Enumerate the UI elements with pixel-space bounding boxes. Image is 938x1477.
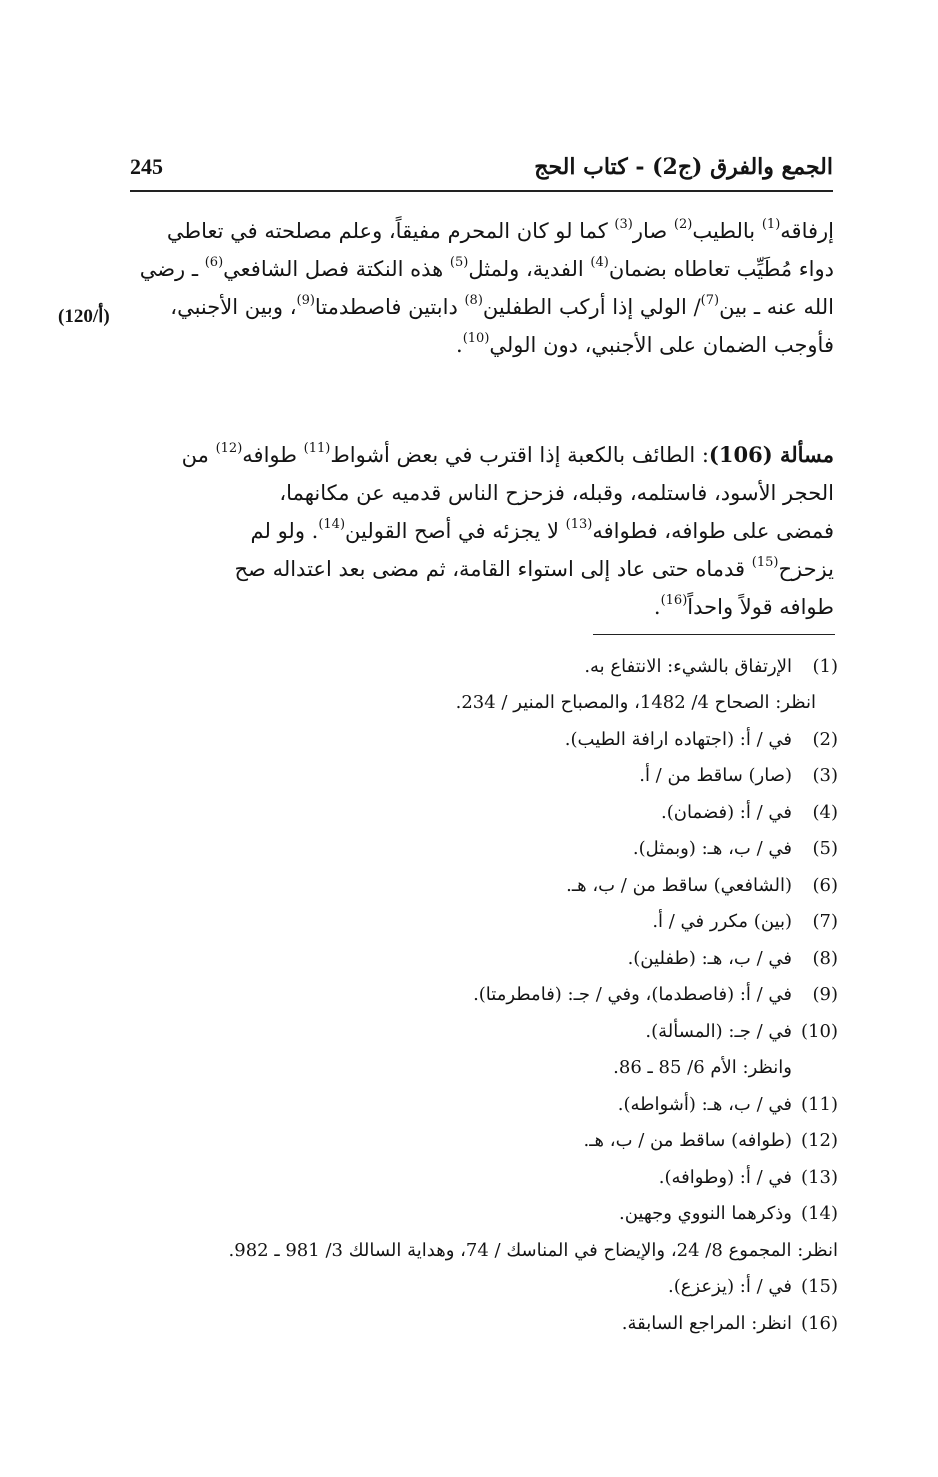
issue-line: فمضى على طوافه، فطوافه$^{(13)}$ لا يجزئه في أصح القولين$^{(14)}$. ولو لم (250, 517, 834, 543)
paragraph-line: فأوجب الضمان على الأجنبي، دون الولي$^{(10)}$. (456, 331, 834, 357)
footnote-marker: (10) (462, 331, 490, 346)
issue-line: يزحزح$^{(15)}$ قدماه حتى عاد إلى استواء القامة، ثم مضى بعد اعتداله صح (234, 555, 834, 581)
footnote-marker: (3) (614, 217, 633, 232)
footnote-text: في / ب، هـ: (أشواطه). (617, 1093, 792, 1115)
footnote-text: انظر: المراجع السابقة. (621, 1312, 792, 1334)
main-paragraph (101, 212, 834, 364)
footnote-marker: (5) (449, 255, 469, 270)
footnote-marker: (12) (215, 441, 243, 456)
footnote-text: (طوافه) ساقط من / ب، هـ. (583, 1130, 792, 1152)
footnote-item (118, 648, 838, 685)
footnote-number: (10) (801, 1020, 838, 1042)
footnote-item (118, 977, 838, 1014)
footnote-number: (14) (801, 1203, 838, 1225)
footnote-marker: (11) (303, 441, 331, 456)
footnote-number: (16) (801, 1312, 838, 1334)
footnote-number: (1) (812, 655, 838, 677)
footnote-text: في / أ: (فضمان). (661, 801, 792, 823)
footnote-marker: (15) (751, 555, 779, 570)
footnote-number: (11) (801, 1093, 838, 1115)
footnote-text: في / أ: (وطوافه). (658, 1166, 792, 1188)
footnote-item (118, 1269, 838, 1306)
footnote-item (118, 831, 838, 868)
footnote-number: (6) (812, 874, 838, 896)
footnote-item (118, 721, 838, 758)
footnote-continuation: انظر: المجموع 8/ 24، والإيضاح في المناسك / 74، وهداية السالك 3/ 981 ـ 982. (228, 1239, 838, 1261)
page-header (130, 152, 833, 192)
paragraph-line: إرفاقه$^{(1)}$ بالطيب$^{(2)}$ صار$^{(3)}$ كما لو كان المحرم مفيقاً، وعلم مصلحته في تعاطي (166, 217, 834, 243)
footnote-continuation: انظر: الصحاح 4/ 1482، والمصباح المنير / 234. (455, 692, 816, 714)
footnote-marker: (8) (464, 293, 483, 308)
footnote-marker: (1) (761, 217, 781, 232)
footnote-item (118, 1305, 838, 1342)
footnote-number: (2) (812, 728, 838, 750)
footnote-text: في / أ: (يزعزع). (667, 1276, 792, 1298)
footnote-number: (12) (801, 1130, 838, 1152)
footnote-item (118, 940, 838, 977)
issue-first-line (101, 436, 834, 474)
footnote-number: (9) (812, 984, 838, 1006)
issue-line-text: : الطائف بالكعبة إذا اقترب في بعض أشواط$^{(11)}$ طوافه$^{(12)}$ من (181, 441, 709, 467)
footnote-text: (صار) ساقط من / أ. (639, 765, 792, 787)
issue-line: الحجر الأسود، فاستلمه، وقبله، فزحزح الناس قدميه عن مكانهما، (279, 481, 834, 505)
footnote-separator (593, 634, 835, 635)
issue-paragraph-body (169, 474, 834, 626)
footnote-text: الإرتفاق بالشيء: الانتفاع به. (584, 655, 792, 677)
footnote-number: (13) (801, 1166, 838, 1188)
footnote-marker: (9) (296, 293, 315, 308)
paragraph-line: الله عنه ـ بين$^{(7)}$/ الولي إذا أركب الطفلين$^{(8)}$ دابتين فاصطدمتا$^{(9)}$، وبين الأجنبي، (170, 293, 834, 319)
footnote-item (118, 1086, 838, 1123)
footnote-marker: (14) (318, 517, 346, 532)
footnote-marker: (13) (565, 517, 593, 532)
issue-paragraph (101, 436, 834, 474)
footnote-item (118, 1159, 838, 1196)
footnote-number: (7) (812, 911, 838, 933)
footnote-item (118, 758, 838, 795)
issue-line: طوافه قولاً واحداً$^{(16)}$. (653, 593, 834, 619)
footnote-text: في / ب، هـ: (وبمثل). (632, 838, 792, 860)
footnote-number: (3) (812, 765, 838, 787)
manuscript-folio-reference: (120/أ) (58, 306, 110, 327)
footnote-marker: (2) (673, 217, 693, 232)
running-title: الجمع والفرق (ج2) - كتاب الحج (534, 154, 833, 180)
page-number: 245 (130, 154, 163, 179)
footnote-text: وذكرهما النووي وجهين. (618, 1203, 792, 1225)
issue-label: مسألة (106) (708, 442, 834, 467)
footnote-item (118, 904, 838, 941)
footnote-text: في / ب، هـ: (طفلين). (627, 947, 792, 969)
footnote-item (118, 1013, 838, 1050)
footnote-number: (8) (812, 947, 838, 969)
footnote-number: (5) (812, 838, 838, 860)
footnote-text: في / أ: (اجتهاده ارافة الطيب). (564, 728, 792, 750)
footnote-marker: (6) (204, 255, 224, 270)
footnote-text: (بين) مكرر في / أ. (652, 911, 792, 933)
footnote-text: في / أ: (فاصطدما)، وفي / جـ: (فامطرمتا). (473, 984, 792, 1006)
footnote-text: في / جـ: (المسألة). (645, 1020, 792, 1042)
footnote-marker: (7) (700, 293, 720, 308)
footnote-marker: (16) (660, 593, 688, 608)
footnote-item (118, 1196, 838, 1233)
footnote-item (118, 1123, 838, 1160)
footnotes (118, 648, 838, 1342)
footnote-number: (15) (801, 1276, 838, 1298)
footnote-continuation: وانظر: الأم 6/ 85 ـ 86. (613, 1057, 792, 1079)
footnote-text: (الشافعي) ساقط من / ب، هـ. (566, 874, 792, 896)
paragraph-line: دواء مُطَيِّب تعاطاه بضمان$^{(4)}$ الفدية، ولمثل$^{(5)}$ هذه النكتة فصل الشافعي$^{(6)}$ ـ رضي (139, 255, 834, 281)
footnote-marker: (4) (590, 255, 609, 270)
footnote-item (118, 867, 838, 904)
footnote-item (118, 794, 838, 831)
footnote-number: (4) (812, 801, 838, 823)
